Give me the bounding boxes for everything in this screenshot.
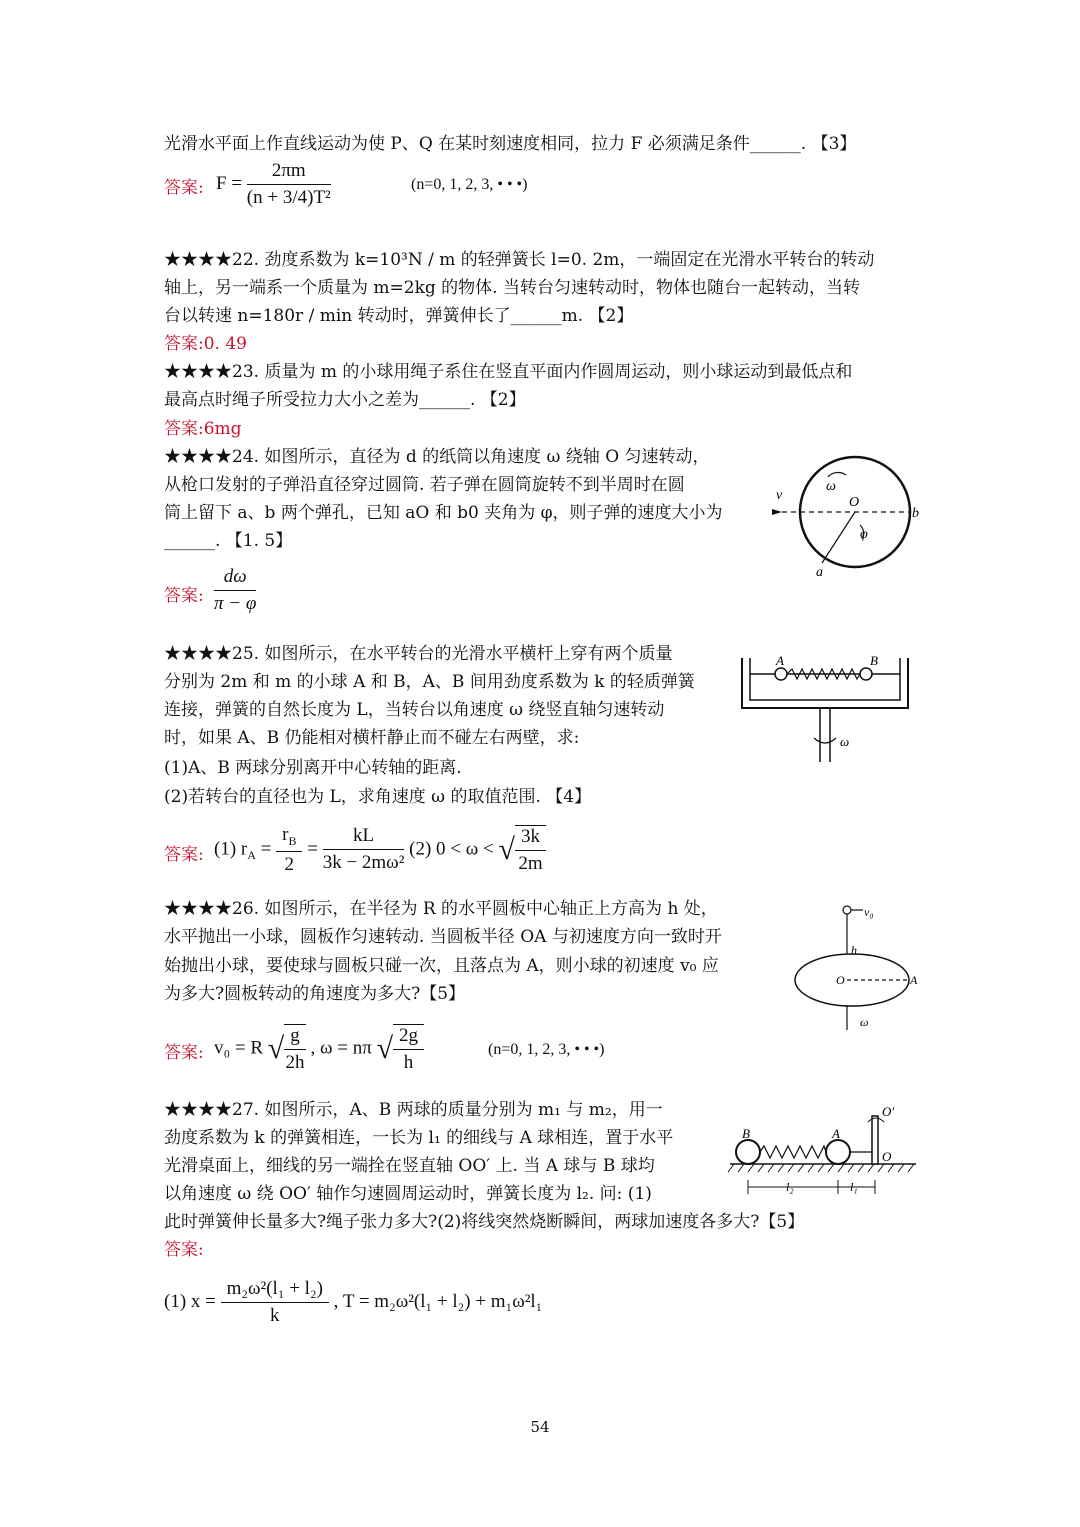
q25-label-omega: ω: [840, 734, 850, 749]
intro-formula-num: 2πm: [247, 160, 331, 185]
q26-omega-eq: , ω = nπ: [310, 1037, 372, 1059]
q27-frac: [221, 1278, 329, 1327]
q27-label-b: B: [742, 1126, 750, 1141]
q24-line-1: ★★★★24. 如图所示，直径为 d 的纸筒以角速度 ω 绕轴 O 匀速转动，: [164, 447, 710, 467]
q25-eq1: =: [260, 838, 272, 860]
q25-eq2: =: [307, 838, 318, 860]
q26-line-3: 始抛出小球，要使球与圆板只碰一次，且落点为 A，则小球的初速度 v₀ 应: [164, 956, 719, 976]
q25-formula: (1) $r_A$ = $\frac{r_B}{2}$ = $\frac{kL}{\text{3k − 2mω²}}$ (2) 0 < ω < √ $\frac{3k}{2m}$: [214, 824, 546, 876]
q26-line-4: 为多大?圆板转动的角速度为多大?【5】: [164, 984, 466, 1004]
intro-answer-label: 答案:: [164, 178, 204, 198]
q22-answer: 答案:0. 49: [164, 334, 247, 354]
q25-line-4: 时，如果 A、B 仍能相对横杆静止而不碰左右两壁，求:: [164, 728, 580, 748]
q25-part2-prefix: (2) 0 < ω <: [409, 838, 494, 860]
q24-line-2: 从枪口发射的子弹沿直径穿过圆筒. 若子弹在圆筒旋转不到半周时在圆: [164, 475, 685, 495]
q27-rest: , T = m₂ω²(l₁ + l₂) + m₁ω²l₁: [333, 1290, 543, 1312]
q25-sub-b: B: [288, 833, 297, 848]
intro-fraction: [247, 160, 331, 209]
q26-label-h: h: [851, 943, 857, 957]
q23-line-1: ★★★★23. 质量为 m 的小球用绳子系住在竖直平面内作圆周运动，则小球运动到最低点和: [164, 362, 853, 382]
q26-h: h: [403, 1052, 414, 1073]
intro-formula-lhs: F =: [216, 172, 243, 194]
q27-label-l2: l₂: [786, 1180, 794, 1194]
q26-label-omega: ω: [860, 1015, 869, 1029]
q24-label-phi: φ: [860, 527, 868, 542]
q22-line-1: ★★★★22. 劲度系数为 k=10³N / m 的轻弹簧长 l=0. 2m，一端固定在光滑水平转台的转动: [164, 250, 875, 270]
q26-v0: v₀ = R: [214, 1037, 264, 1059]
intro-condition: (n=0, 1, 2, 3, • • •): [411, 176, 528, 193]
q27-line-2: 劲度系数为 k 的弹簧相连，一长为 l₁ 的细线与 A 球相连，置于水平: [164, 1128, 674, 1148]
q24-answer-label: 答案:: [164, 586, 204, 606]
q24-line-4: ______. 【1. 5】: [164, 531, 293, 551]
q27-label-a: A: [832, 1126, 840, 1141]
q27-line-5: 此时弹簧伸长量多大?绳子张力多大?(2)将线突然烧断瞬间，两球加速度各多大?【5】: [164, 1212, 805, 1232]
q26-condition: (n=0, 1, 2, 3, • • •): [488, 1041, 605, 1058]
q26-g: g: [284, 1025, 306, 1050]
q26-2h: 2h: [285, 1052, 305, 1073]
q24-label-o: O: [849, 495, 860, 510]
q25-root-num: 3k: [515, 826, 546, 851]
q27-spring-figure: [726, 1102, 921, 1198]
q24-den: π − φ: [214, 593, 257, 614]
q26-answer-label: 答案:: [164, 1043, 204, 1063]
q27-line-1: ★★★★27. 如图所示，A、B 两球的质量分别为 m₁ 与 m₂，用一: [164, 1100, 663, 1120]
q25-part1-prefix: (1) r: [214, 838, 248, 860]
q26-label-o: O: [836, 973, 845, 987]
q27-label-l1: l₁: [850, 1180, 858, 1194]
q25-kl: kL: [323, 825, 405, 850]
q24-num: dω: [214, 566, 256, 591]
q26-formula: v₀ = R √ $\frac{g}{2h}$ , ω = nπ √ $\frac{2g}{h}$: [214, 1024, 424, 1074]
q24-line-3: 筒上留下 a、b 两个弹孔，已知 aO 和 b0 夹角为 φ，则子弹的速度大小为: [164, 503, 723, 523]
q27-num: m₂ω²(l₁ + l₂): [221, 1278, 329, 1303]
q25-line-2: 分别为 2m 和 m 的小球 A 和 B，A、B 间用劲度系数为 k 的轻质弹簧: [164, 672, 695, 692]
intro-formula-den: (n + 3/4)T²: [246, 187, 331, 208]
q25-root-den: 2m: [518, 852, 543, 874]
q24-label-v: v: [776, 488, 783, 503]
q26-disc-figure: [790, 902, 925, 1030]
q24-label-a: a: [816, 565, 823, 580]
q25-line-6: (2)若转台的直径也为 L，求角速度 ω 的取值范围. 【4】: [164, 787, 592, 807]
q27-label-o: O: [882, 1149, 892, 1164]
q25-label-a: A: [776, 653, 784, 668]
q25-two: 2: [284, 853, 295, 875]
q24-label-b: b: [912, 506, 919, 521]
q25-frac2: [323, 825, 405, 874]
q25-label-b: B: [870, 653, 878, 668]
q26-2g: 2g: [393, 1025, 424, 1050]
q24-label-omega: ω: [826, 479, 836, 494]
q23-line-2: 最高点时绳子所受拉力大小之差为______. 【2】: [164, 390, 526, 410]
q25-line-3: 连接，弹簧的自然长度为 L，当转台以角速度 ω 绕竖直轴匀速转动: [164, 700, 665, 720]
q26-label-a: A: [910, 973, 918, 987]
q24-cylinder-figure: [762, 455, 927, 580]
q23-answer: 答案:6mg: [164, 419, 242, 439]
q26-line-2: 水平抛出一小球，圆板作匀速转动. 当圆板半径 OA 与初速度方向一致时开: [164, 927, 722, 947]
q25-den: 3k − 2mω²: [322, 852, 405, 874]
q25-rb: r: [282, 824, 289, 845]
q25-line-5: (1)A、B 两球分别离开中心转轴的距离.: [164, 758, 462, 778]
q22-line-2: 轴上，另一端系一个质量为 m=2kg 的物体. 当转台匀速转动时，物体也随台一起转动，当转: [164, 278, 860, 298]
q22-line-3: 台以转速 n=180r / min 转动时，弹簧伸长了______m. 【2】: [164, 306, 634, 326]
q25-sub-a: A: [247, 848, 256, 863]
intro-formula: [216, 160, 331, 209]
q25-turntable-figure: [736, 650, 916, 762]
q27-line-3: 光滑桌面上，细线的另一端拴在竖直轴 OO′ 上. 当 A 球与 B 球均: [164, 1156, 655, 1176]
page-number: 54: [530, 1418, 550, 1436]
q27-part1: (1) x =: [164, 1290, 216, 1312]
q27-den: k: [270, 1305, 280, 1326]
q27-line-4: 以角速度 ω 绕 OO′ 轴作匀速圆周运动时，弹簧长度为 l₂. 问: (1): [164, 1184, 652, 1204]
q25-line-1: ★★★★25. 如图所示，在水平转台的光滑水平横杆上穿有两个质量: [164, 644, 673, 664]
q25-root: [515, 825, 546, 875]
q27-answer-label: 答案:: [164, 1240, 204, 1260]
q26-line-1: ★★★★26. 如图所示，在半径为 R 的水平圆板中心轴正上方高为 h 处，: [164, 899, 718, 919]
q27-label-o-prime: O′: [882, 1104, 895, 1119]
intro-line: 光滑水平面上作直线运动为使 P、Q 在某时刻速度相同，拉力 F 必须满足条件______. 【3】: [164, 134, 857, 154]
q27-formula: [164, 1278, 542, 1327]
q25-answer-label: 答案:: [164, 845, 204, 865]
q25-frac1: [276, 824, 302, 876]
q24-fraction: [214, 566, 256, 615]
q26-label-v0: v₀: [864, 905, 874, 919]
